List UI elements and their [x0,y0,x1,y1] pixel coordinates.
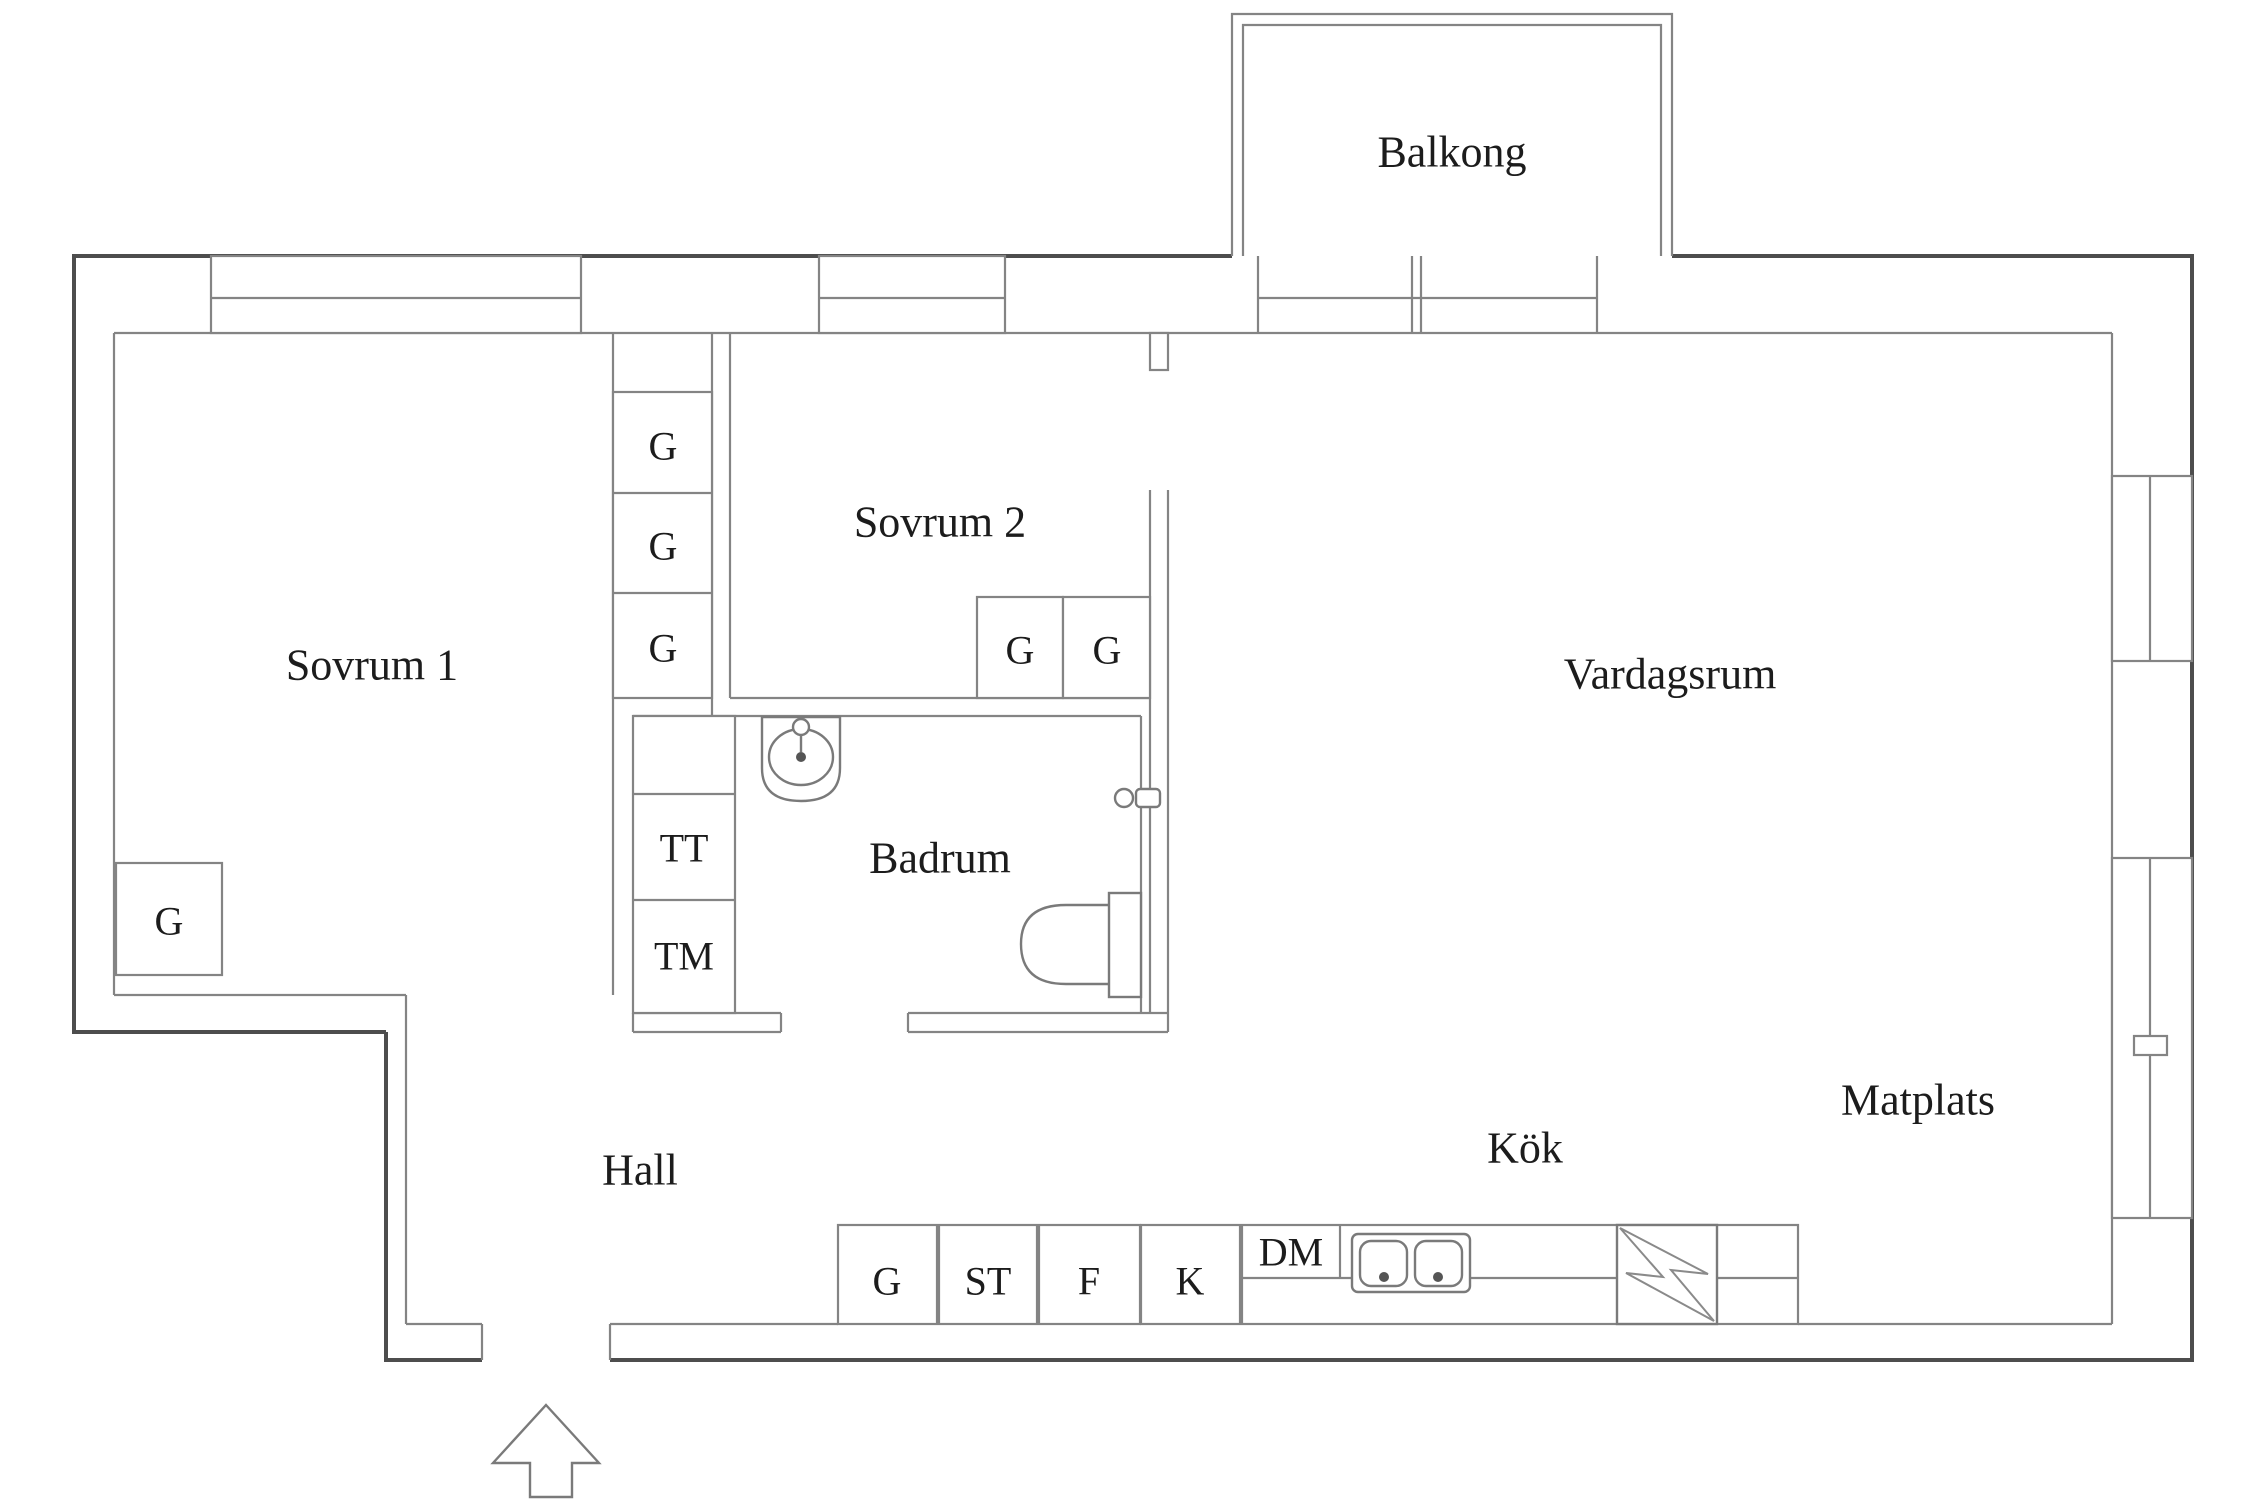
sink-drain [1433,1272,1443,1282]
sink-tap [793,719,809,735]
mixer-knob [1115,789,1133,807]
wardrobe-label: G [1092,627,1122,673]
toilet-bowl [1021,905,1112,984]
bedroom2-right-wall [1150,490,1168,1032]
wardrobe-label: G [648,423,678,469]
hall [493,1146,678,1498]
bedroom1 [116,333,613,995]
bathroom-label: Badrum [869,833,1011,883]
shower-mixer-icon [1115,789,1160,807]
interior-wall-faces [114,333,2112,1360]
bathroom [633,716,1168,1032]
wardrobe-label: G [872,1258,902,1304]
kitchen-label: Kök [1487,1123,1563,1173]
fridge-label: K [1175,1258,1205,1304]
kitchen-sink-icon [1352,1234,1470,1292]
dishwasher-label: DM [1258,1229,1324,1275]
wardrobe-label: G [648,625,678,671]
balcony [1232,14,1672,256]
windows-right-wall [2112,476,2192,1218]
entrance-jambs [482,1324,610,1360]
bathroom-sink-icon [762,717,840,801]
dining-label: Matplats [1841,1075,1995,1125]
window-handle-icon [2134,1036,2167,1055]
window-icon [211,256,581,333]
living-room-label: Vardagsrum [1563,649,1777,699]
window-icon [2112,476,2192,661]
stove-lightning-icon [1617,1225,1717,1324]
living-dining [1564,650,1995,1125]
wardrobe-label: G [1005,627,1035,673]
window-icon [819,256,1005,333]
windows-top-wall [211,256,1597,333]
entrance-arrow-icon [493,1405,599,1497]
hall-label: Hall [602,1145,678,1195]
wardrobe-label: G [154,898,184,944]
dryer-label: TT [659,825,709,871]
balcony-label: Balkong [1377,127,1527,177]
bedroom1-label: Sovrum 1 [285,640,459,690]
wardrobe-label: G [648,523,678,569]
balcony-door-jambs [1258,256,1597,333]
sink-drain [796,752,806,762]
sink-drain [1379,1272,1389,1282]
exterior-walls [74,256,2192,1360]
cleaning-closet-label: ST [964,1258,1012,1304]
kitchen [838,1124,1798,1325]
toilet-icon [1021,893,1141,997]
outer-wall-top-right-bottom [610,256,2192,1360]
wall-stub [1150,333,1168,370]
outer-wall-bottom-left-step [386,1032,482,1360]
freezer-label: F [1077,1258,1101,1304]
bathroom-bottom-wall [633,1013,1168,1032]
column-side-walls [712,333,730,716]
wardrobe-column [613,333,730,716]
bedroom2-label: Sovrum 2 [853,497,1027,547]
mixer-body [1136,789,1160,807]
toilet-cistern [1109,893,1141,997]
washing-machine-label: TM [654,933,714,979]
